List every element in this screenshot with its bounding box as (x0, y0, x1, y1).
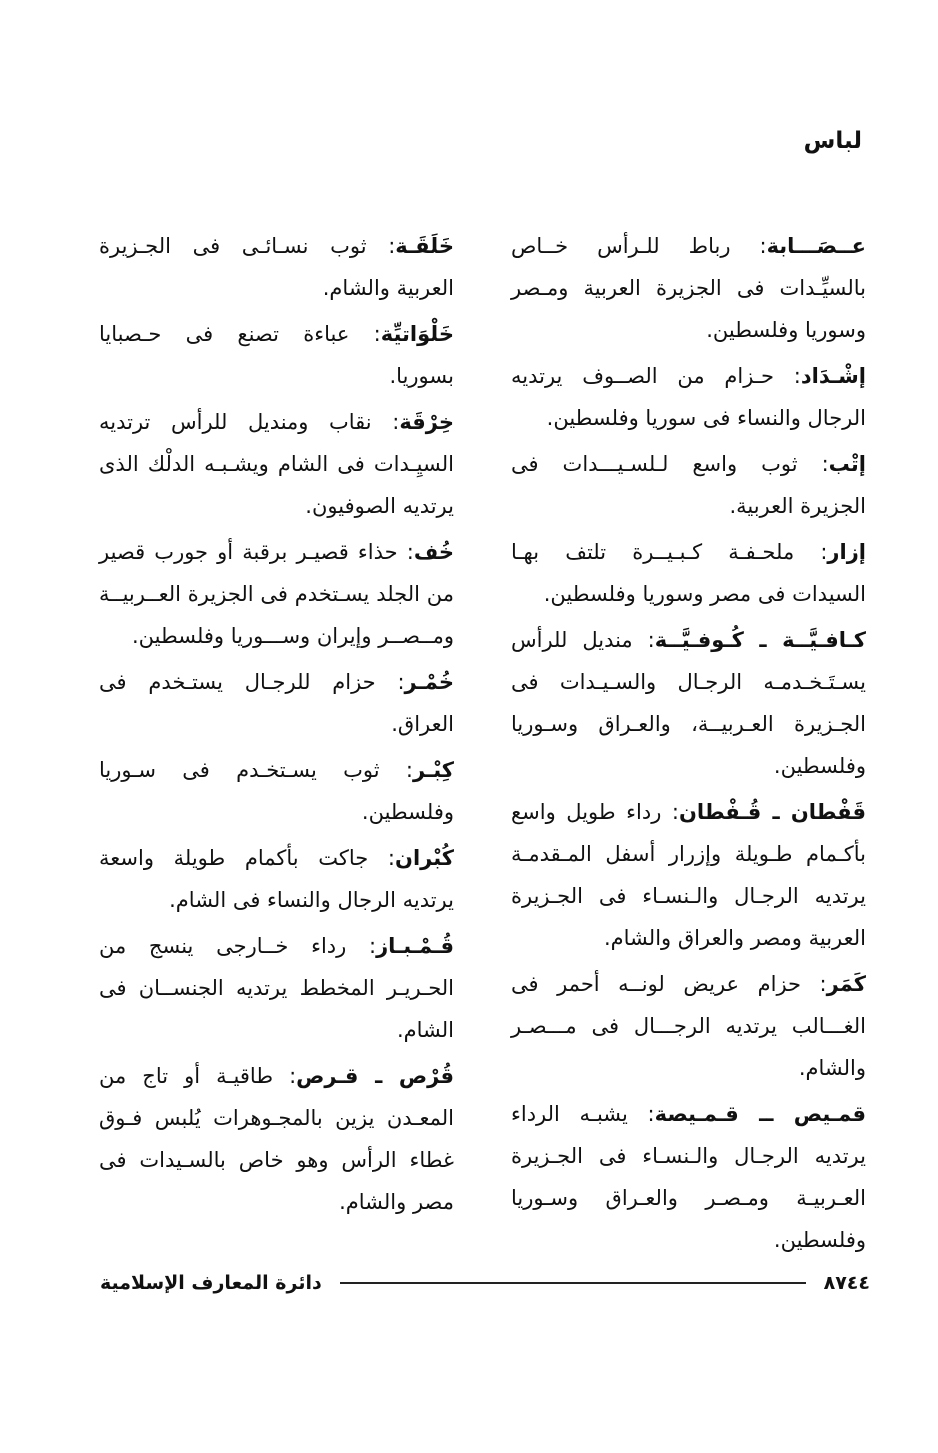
entry-khalaqa (99, 225, 454, 309)
entry-term: كَمَر (826, 972, 866, 996)
entry-izar (511, 531, 866, 615)
entry-itb (511, 443, 866, 527)
entry-definition: : جاكت بأكمام طويلة واسعة يرتديه الرجال والنساء فى الشام. (99, 846, 454, 912)
entry-term: إشْـدَاد (800, 364, 866, 388)
entry-definition: : عباءة تصنع فى حـصبايا بسوريا. (99, 322, 454, 388)
entry-term: خُمْـر (404, 670, 454, 694)
entry-definition: : منديل للرأس يسـتَـخـدمـه الرجـال والسـيـدات فى الجـزيرة العـربيــة، والعـراق وسـوريا وفلسطين. (511, 628, 866, 778)
entry-khirqa (99, 401, 454, 527)
entry-khalwatiyya (99, 313, 454, 397)
entry-definition: : ثوب واسع لـلسـيـــدات فى الجزيرة العربية. (511, 452, 866, 518)
entry-qurs (99, 1055, 454, 1223)
entry-term: خِرْقَة (399, 410, 454, 434)
entry-term: كُبْران (395, 846, 454, 870)
left-column (99, 225, 454, 1227)
entry-term: إتْب (828, 452, 866, 476)
entry-term: إزار (827, 540, 866, 564)
entry-isaba (511, 225, 866, 351)
publication-title: دائرة المعارف الإسلامية (100, 1272, 322, 1294)
page-header-title: لباس (803, 128, 862, 154)
entry-definition: : حزام للرجـال يستـخدم فى العراق. (99, 670, 454, 736)
entry-khumr (99, 661, 454, 745)
entry-definition: : حزام عريض لونــه أحمر فى الغـــالب يرتديه الرجـــال فى مـــصـر والشام. (511, 972, 866, 1080)
entry-kamar (511, 963, 866, 1089)
entry-definition: : يشبـه الرداء يرتديه الرجـال والـنسـاء فى الجـزيرة العـربيـة ومـصـر والعـراق وسـوريا وفلسطين. (511, 1102, 866, 1252)
entry-definition: : ملحـفـة كـبـيــرة تلتف بهـا السيدات فى مصر وسوريا وفلسطين. (511, 540, 866, 606)
entry-khuff (99, 531, 454, 657)
right-column (511, 225, 866, 1265)
entry-qamis (511, 1093, 866, 1261)
entry-term: عــصَـــابة (766, 234, 866, 258)
entry-ishdad (511, 355, 866, 439)
entry-term: قُـمْـبـاز (376, 934, 454, 958)
entry-qaftan (511, 791, 866, 959)
entry-term: قَفْطان ـ قُـفْطان (679, 800, 866, 824)
entry-term: قُرْص ـ قـرص (296, 1064, 454, 1088)
entry-definition: : نقاب ومنديل للرأس ترتديه السيِـدات فى الشام ويشـبـه الدلْك الذى يرتديه الصوفيون. (99, 410, 454, 518)
entry-definition: : ثوب يسـتخـدم فى سـوريا وفلسطين. (99, 758, 454, 824)
entry-definition: : ثوب نسـائـى فى الجـزيرة العربية والشام. (99, 234, 454, 300)
entry-definition: : رداء خــارجى ينسج من الحـريـر المخطط يرتديه الجنســان فى الشام. (99, 934, 454, 1042)
entry-definition: : رداء طويل واسع بأكـمام طـويلة وإزرار أسفل المـقدمـة يرتديه الرجـال والـنسـاء فى الجـزيرة العربية ومصر والعراق والشام. (511, 800, 866, 950)
entry-definition: : حـزام من الصــوف يرتديه الرجال والنساء فى سوريا وفلسطين. (511, 364, 866, 430)
entry-kubran (99, 837, 454, 921)
entry-term: كِبْـر (412, 758, 454, 782)
entry-term: خَلَقَـة (395, 234, 454, 258)
entry-kibr (99, 749, 454, 833)
entry-term: خَلْوَاتيِّة (380, 322, 454, 346)
entry-term: كـافـيَّــة ـ كُـوفـيَّــة (654, 628, 866, 652)
entry-term: خُف (413, 540, 454, 564)
page-footer (100, 1268, 870, 1298)
entry-qumbaz (99, 925, 454, 1051)
page-number: ٨٧٤٤ (823, 1272, 870, 1294)
entry-definition: : حذاء قصيـر برقبة أو جورب قصير من الجلد يسـتخدم فى الجزيرة العــربيــة ومــصــر وإيران وســـوريا وفلسطين. (99, 540, 454, 648)
entry-kufiyya (511, 619, 866, 787)
entry-definition: : رباط للـرأس خــاص بالسيِّـدات فى الجزيرة العربية ومـصر وسوريا وفلسطين. (511, 234, 866, 342)
entry-definition: : طاقيـة أو تاج من المعـدن يزين بالمجـوهرات يُلبس فـوق غطاء الرأس وهو خاص بالسـيدات فى مصر والشام. (99, 1064, 454, 1214)
entry-term: قمـيص ــ قـمـيصة (654, 1102, 866, 1126)
footer-rule (340, 1282, 806, 1284)
